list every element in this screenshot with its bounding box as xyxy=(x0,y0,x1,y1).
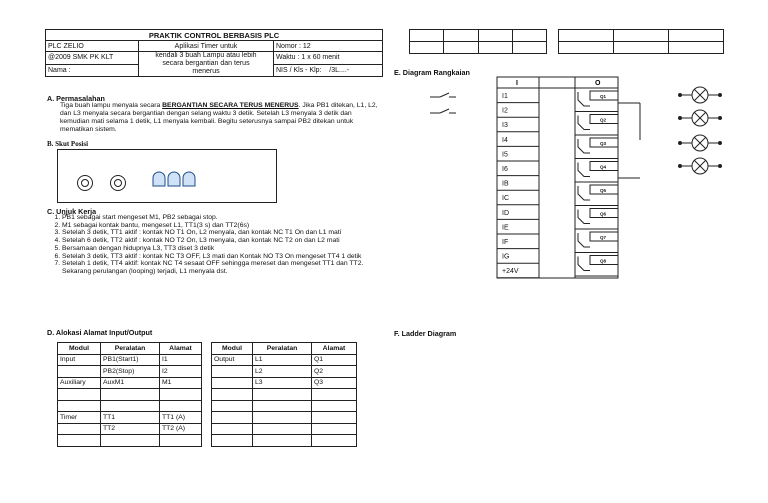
cell: AuxM1 xyxy=(101,377,160,389)
input-header: I xyxy=(516,80,518,87)
section-f-title: F. Ladder Diagram xyxy=(394,329,457,338)
relay-contact-icon xyxy=(575,91,618,112)
step-1: 1. PB1 sebagai start mengeset M1, PB2 sebagai stop. xyxy=(62,214,392,222)
output-label: Q5 xyxy=(600,188,607,193)
section-a-title: A. Permasalahan xyxy=(47,94,105,103)
input-label: I2 xyxy=(502,107,508,115)
input-label: +24V xyxy=(502,268,519,276)
input-label: ID xyxy=(502,209,509,217)
input-label: I1 xyxy=(502,93,508,100)
plc-name: PLC ZELIO xyxy=(46,41,139,52)
nis-label: NIS / Kls - Klp: xyxy=(276,66,322,74)
step-6: 6. Setelah 3 detik, TT3 aktif : kontak NC T3 OFF, L3 mati dan Kontak NO T3 On mengeset TT4 1 detik xyxy=(62,253,392,261)
output-label: Q6 xyxy=(600,211,607,217)
relay-contact-icon xyxy=(575,185,618,206)
cell: L1 xyxy=(253,354,312,366)
input-label: IF xyxy=(502,239,509,246)
step-5: 5. Bersamaan dengan hidupnya L3, TT3 diset 3 detik xyxy=(62,245,392,253)
col-alamat: Alamat xyxy=(312,343,357,355)
section-a-emphasis: BERGANTIAN SECARA TERUS MENERUS xyxy=(162,102,299,109)
cell: PB2(Stop) xyxy=(101,366,160,378)
output-label: Q8 xyxy=(600,258,607,264)
output-label: Q7 xyxy=(600,235,607,240)
col-modul: Modul xyxy=(212,343,253,355)
cell: Input xyxy=(58,354,101,366)
cell: Auxiliary xyxy=(58,377,101,389)
section-d-title: D. Alokasi Alamat Input/Output xyxy=(47,328,153,337)
app-title-2: kendali 3 buah Lampu atau lebih xyxy=(155,52,257,59)
output-lamp-2-icon xyxy=(679,110,722,126)
cell: I2 xyxy=(160,366,202,378)
col-alamat: Alamat xyxy=(160,343,202,355)
input-label: I6 xyxy=(502,166,508,173)
doc-title: PRAKTIK CONTROL BERBASIS PLC xyxy=(46,30,383,41)
switch-pb1-icon xyxy=(430,93,456,97)
relay-contact-icon xyxy=(575,209,618,230)
cell: Q1 xyxy=(312,354,357,366)
section-b-title: B. Skut Posisi xyxy=(47,140,89,148)
cell: Q2 xyxy=(312,366,357,378)
app-title-1: Aplikasi Timer untuk xyxy=(139,41,274,52)
input-label: IC xyxy=(502,195,509,203)
cell: TT2 xyxy=(101,423,160,435)
section-a-text-2: . Jika PB1 ditekan, L1, L2, dan L3 menyala secara bergantian dengan selang waktu 3 detik. Setelah L3 menyala 3 detik dan kemudian mati selama 1 detik, L1 menyala kembali. Begitu seterusnya sampai PB2 ditekan untuk mematikan sistem. xyxy=(60,102,378,133)
relay-contact-icon xyxy=(575,256,618,277)
col-peralatan: Peralatan xyxy=(101,343,160,355)
step-4: 4. Setelah 6 detik, TT2 aktif : kontak NO T2 On, L3 menyala, dan kontak NC T2 on dan L2 mati xyxy=(62,237,392,245)
step-3: 3. Setelah 3 detik, TT1 aktif : kontak NO T1 On, L2 menyala, dan kontak NC T1 On dan L1 mati xyxy=(62,229,392,237)
input-label: IB xyxy=(502,180,509,188)
section-a-text-1: Tiga buah lampu menyala secara xyxy=(60,102,161,109)
output-label: Q1 xyxy=(600,94,607,99)
name-field[interactable]: Nama : xyxy=(46,64,139,77)
input-label: IE xyxy=(502,224,509,232)
input-label: I4 xyxy=(502,136,508,144)
col-peralatan: Peralatan xyxy=(253,343,312,355)
relay-contact-icon xyxy=(575,138,618,159)
time-field: Waktu : 1 x 60 menit xyxy=(274,52,383,65)
output-label: Q3 xyxy=(600,141,607,146)
relay-contact-icon xyxy=(575,232,618,253)
input-label: I5 xyxy=(502,151,508,159)
section-e-title: E. Diagram Rangkaian xyxy=(394,68,470,77)
section-c-title: C. Unjuk Kerja xyxy=(47,207,97,216)
relay-contact-icon xyxy=(575,162,618,183)
input-label: IG xyxy=(502,253,510,261)
input-label: I3 xyxy=(502,122,508,130)
step-7: 7. Setelah 1 detik, TT4 aktif: kontak NC T4 sesaat OFF sehingga mereset dan mengeset TT1 dan TT2. Sekarang perulangan (looping) terjadi, L1 menyala dst. xyxy=(62,260,392,275)
relay-contact-icon xyxy=(575,115,618,136)
cell: TT2 (A) xyxy=(160,423,202,435)
cell: I1 xyxy=(160,354,202,366)
cell: L3 xyxy=(253,377,312,389)
app-title-4: menerus xyxy=(192,68,220,75)
copyright: @2009 SMK PK KLT xyxy=(46,52,139,65)
cell: Q3 xyxy=(312,377,357,389)
nis-value: /3L....- xyxy=(329,66,350,74)
output-header: O xyxy=(595,80,601,87)
app-title-3: secara bergantian dan terus xyxy=(162,60,250,67)
cell: PB1(Start1) xyxy=(101,354,160,366)
output-label: Q2 xyxy=(600,117,607,123)
cell: Output xyxy=(212,354,253,366)
cell: M1 xyxy=(160,377,202,389)
plc-block xyxy=(497,77,618,278)
number-field: Nomor : 12 xyxy=(274,41,383,52)
output-lamp-4-icon xyxy=(679,158,722,174)
switch-pb2-icon xyxy=(430,109,456,113)
output-lamp-1-icon xyxy=(679,87,722,103)
output-label: Q4 xyxy=(600,164,607,170)
cell: L2 xyxy=(253,366,312,378)
cell: TT1 (A) xyxy=(160,412,202,424)
output-lamp-3-icon xyxy=(679,135,722,151)
col-modul: Modul xyxy=(58,343,101,355)
cell: Timer xyxy=(58,412,101,424)
step-2: 2. M1 sebagai kontak bantu, mengeset L1, TT1(3 s) dan TT2(6s) xyxy=(62,222,392,230)
cell: TT1 xyxy=(101,412,160,424)
